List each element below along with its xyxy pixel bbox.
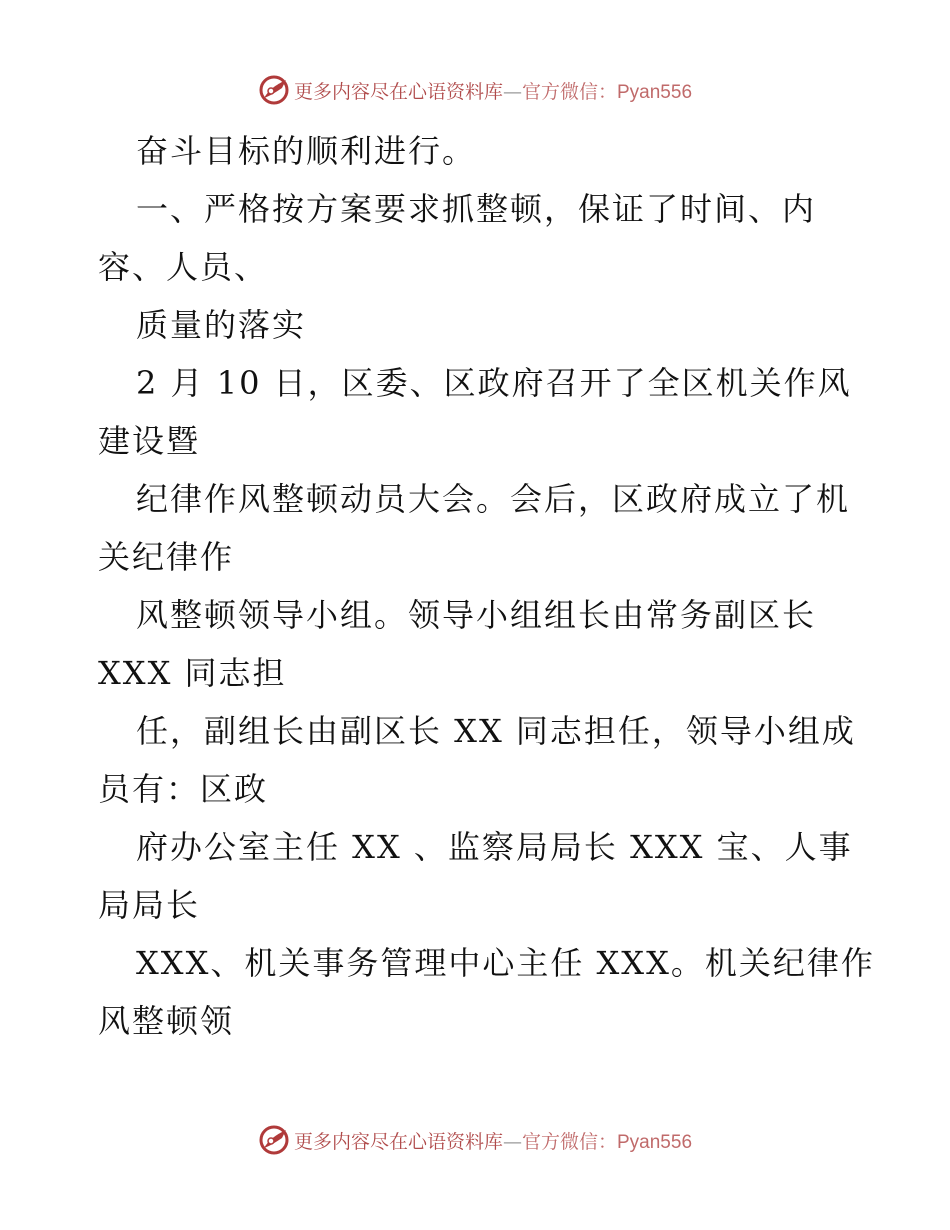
header-banner-main: 更多内容尽在心语资料库 (293, 80, 503, 103)
paragraph-line: 府办公室主任 XX 、监察局局长 XXX 宝、人事 (136, 828, 853, 866)
paragraph-line: 容、人员、 (98, 248, 269, 286)
paragraph-line: 建设暨 (98, 422, 201, 460)
paragraph-line: 质量的落实 (136, 306, 307, 344)
header-banner-wechat: 官方微信：Pyan556 (522, 81, 693, 103)
footer-banner-separator: — (503, 1130, 522, 1153)
footer-banner-wechat: 官方微信：Pyan556 (522, 1131, 693, 1153)
paragraph-line: XXX、机关事务管理中心主任 XXX。机关纪律作 (136, 944, 875, 982)
header-banner (0, 70, 950, 110)
paragraph-line: 风整顿领 (98, 1002, 235, 1040)
paragraph-line: 风整顿领导小组。领导小组组长由常务副区长 (136, 596, 817, 634)
paragraph-line: 局局长 (98, 886, 201, 924)
paragraph-line: 任，副组长由副区长 XX 同志担任，领导小组成 (136, 712, 856, 750)
header-banner-text (294, 77, 692, 104)
document-body (98, 122, 878, 1050)
paragraph-line: 一、严格按方案要求抓整顿，保证了时间、内 (136, 190, 817, 228)
paragraph-line: 奋斗目标的顺利进行。 (136, 132, 477, 170)
paragraph-line: 关纪律作 (98, 538, 235, 576)
paragraph-line: XXX 同志担 (98, 654, 287, 692)
brand-logo-icon (258, 74, 290, 106)
footer-banner (0, 1120, 950, 1160)
footer-banner-main: 更多内容尽在心语资料库 (293, 1130, 503, 1153)
header-banner-separator: — (503, 80, 522, 103)
brand-logo-icon (258, 1124, 290, 1156)
footer-banner-text (294, 1127, 692, 1154)
paragraph-line: 2 月 10 日，区委、区政府召开了全区机关作风 (136, 364, 852, 402)
paragraph-line: 纪律作风整顿动员大会。会后，区政府成立了机 (136, 480, 851, 518)
paragraph-line: 员有：区政 (98, 770, 269, 808)
